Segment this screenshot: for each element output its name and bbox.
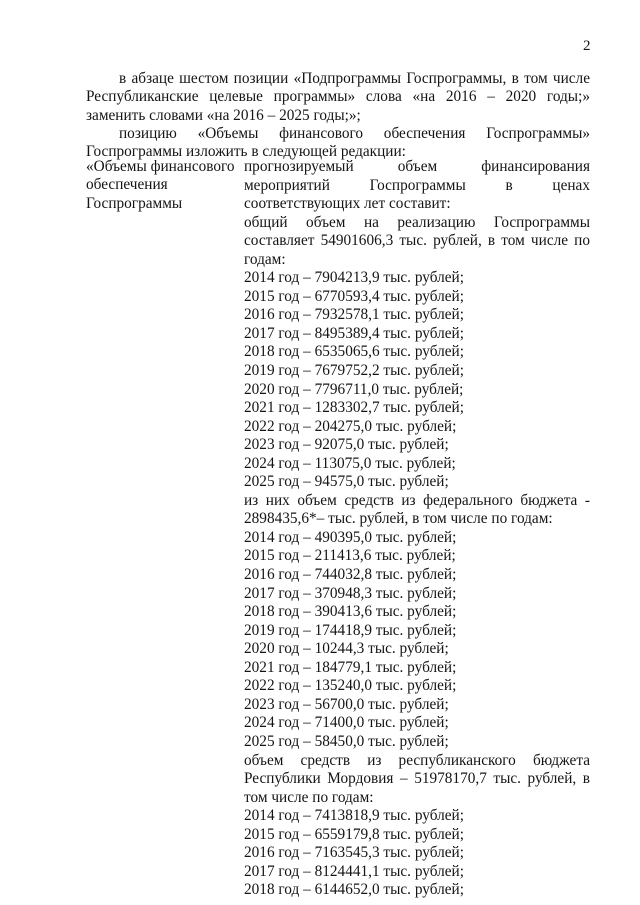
paragraph-funding-position-intro: позицию «Объемы финансового обеспечения Госпрограммы» Госпрограммы изложить в следующей редакции: xyxy=(86,125,590,161)
federal-year-item: 2023 год – 56700,0 тыс. рублей; xyxy=(244,695,449,713)
total-year-item: 2015 год – 6770593,4 тыс. рублей; xyxy=(244,287,464,305)
page-number: 2 xyxy=(583,38,591,54)
total-year-item: 2023 год – 92075,0 тыс. рублей; xyxy=(244,436,449,454)
federal-year-item: 2017 год – 370948,3 тыс. рублей; xyxy=(244,584,457,602)
total-year-item: 2022 год – 204275,0 тыс. рублей; xyxy=(244,417,457,435)
federal-year-item: 2022 год – 135240,0 тыс. рублей; xyxy=(244,677,457,695)
republic-year-item: 2015 год – 6559179,8 тыс. рублей; xyxy=(244,825,464,843)
total-year-item: 2024 год – 113075,0 тыс. рублей; xyxy=(244,454,456,472)
total-year-item: 2020 год – 7796711,0 тыс. рублей; xyxy=(244,380,464,398)
forecast-intro: прогнозируемый объем финансирования мероприятий Госпрограммы в ценах соответствующих лет составит: xyxy=(244,158,590,213)
federal-year-item: 2015 год – 211413,6 тыс. рублей; xyxy=(244,547,456,565)
total-year-item: 2019 год – 7679752,2 тыс. рублей; xyxy=(244,362,464,380)
funding-position-label: «Объемы финансового обеспечения Госпрограммы xyxy=(86,158,235,212)
republic-budget-intro: объем средств из республиканского бюджета Республики Мордовия – 51978170,7 тыс. рублей, в том числе по годам: xyxy=(244,751,590,806)
total-year-item: 2014 год – 7904213,9 тыс. рублей; xyxy=(244,269,464,287)
federal-budget-intro: из них объем средств из федерального бюджета - 2898435,6*– тыс. рублей, в том числе по годам: xyxy=(244,491,590,528)
federal-years-list xyxy=(244,529,590,752)
federal-year-item: 2021 год – 184779,1 тыс. рублей; xyxy=(244,658,457,676)
federal-year-item: 2024 год – 71400,0 тыс. рублей; xyxy=(244,714,449,732)
republic-years-list xyxy=(244,807,590,900)
total-year-item: 2017 год – 8495389,4 тыс. рублей; xyxy=(244,324,464,342)
paragraph-subprograms-amendment: в абзаце шестом позиции «Подпрограммы Госпрограммы, в том числе Республиканские целевые программы» слова «на 2016 – 2020 годы;» заменить словами «на 2016 – 2025 годы;»; xyxy=(86,70,590,124)
federal-year-item: 2016 год – 744032,8 тыс. рублей; xyxy=(244,566,457,584)
republic-year-item: 2016 год – 7163545,3 тыс. рублей; xyxy=(244,844,464,862)
total-volume-intro: общий объем на реализацию Госпрограммы составляет 54901606,3 тыс. рублей, в том числе по годам: xyxy=(244,213,590,268)
republic-year-item: 2018 год – 6144652,0 тыс. рублей; xyxy=(244,881,464,899)
total-years-list xyxy=(244,269,590,492)
republic-year-item: 2014 год – 7413818,9 тыс. рублей; xyxy=(244,807,464,825)
federal-year-item: 2018 год – 390413,6 тыс. рублей; xyxy=(244,603,457,621)
funding-position-content xyxy=(244,158,590,900)
total-year-item: 2021 год – 1283302,7 тыс. рублей; xyxy=(244,399,464,417)
total-year-item: 2025 год – 94575,0 тыс. рублей; xyxy=(244,473,449,491)
federal-year-item: 2019 год – 174418,9 тыс. рублей; xyxy=(244,621,457,639)
republic-year-item: 2017 год – 8124441,1 тыс. рублей; xyxy=(244,862,464,880)
total-year-item: 2016 год – 7932578,1 тыс. рублей; xyxy=(244,306,464,324)
federal-year-item: 2014 год – 490395,0 тыс. рублей; xyxy=(244,528,457,546)
total-year-item: 2018 год – 6535065,6 тыс. рублей; xyxy=(244,343,464,361)
federal-year-item: 2025 год – 58450,0 тыс. рублей; xyxy=(244,732,449,750)
federal-year-item: 2020 год – 10244,3 тыс. рублей; xyxy=(244,640,449,658)
